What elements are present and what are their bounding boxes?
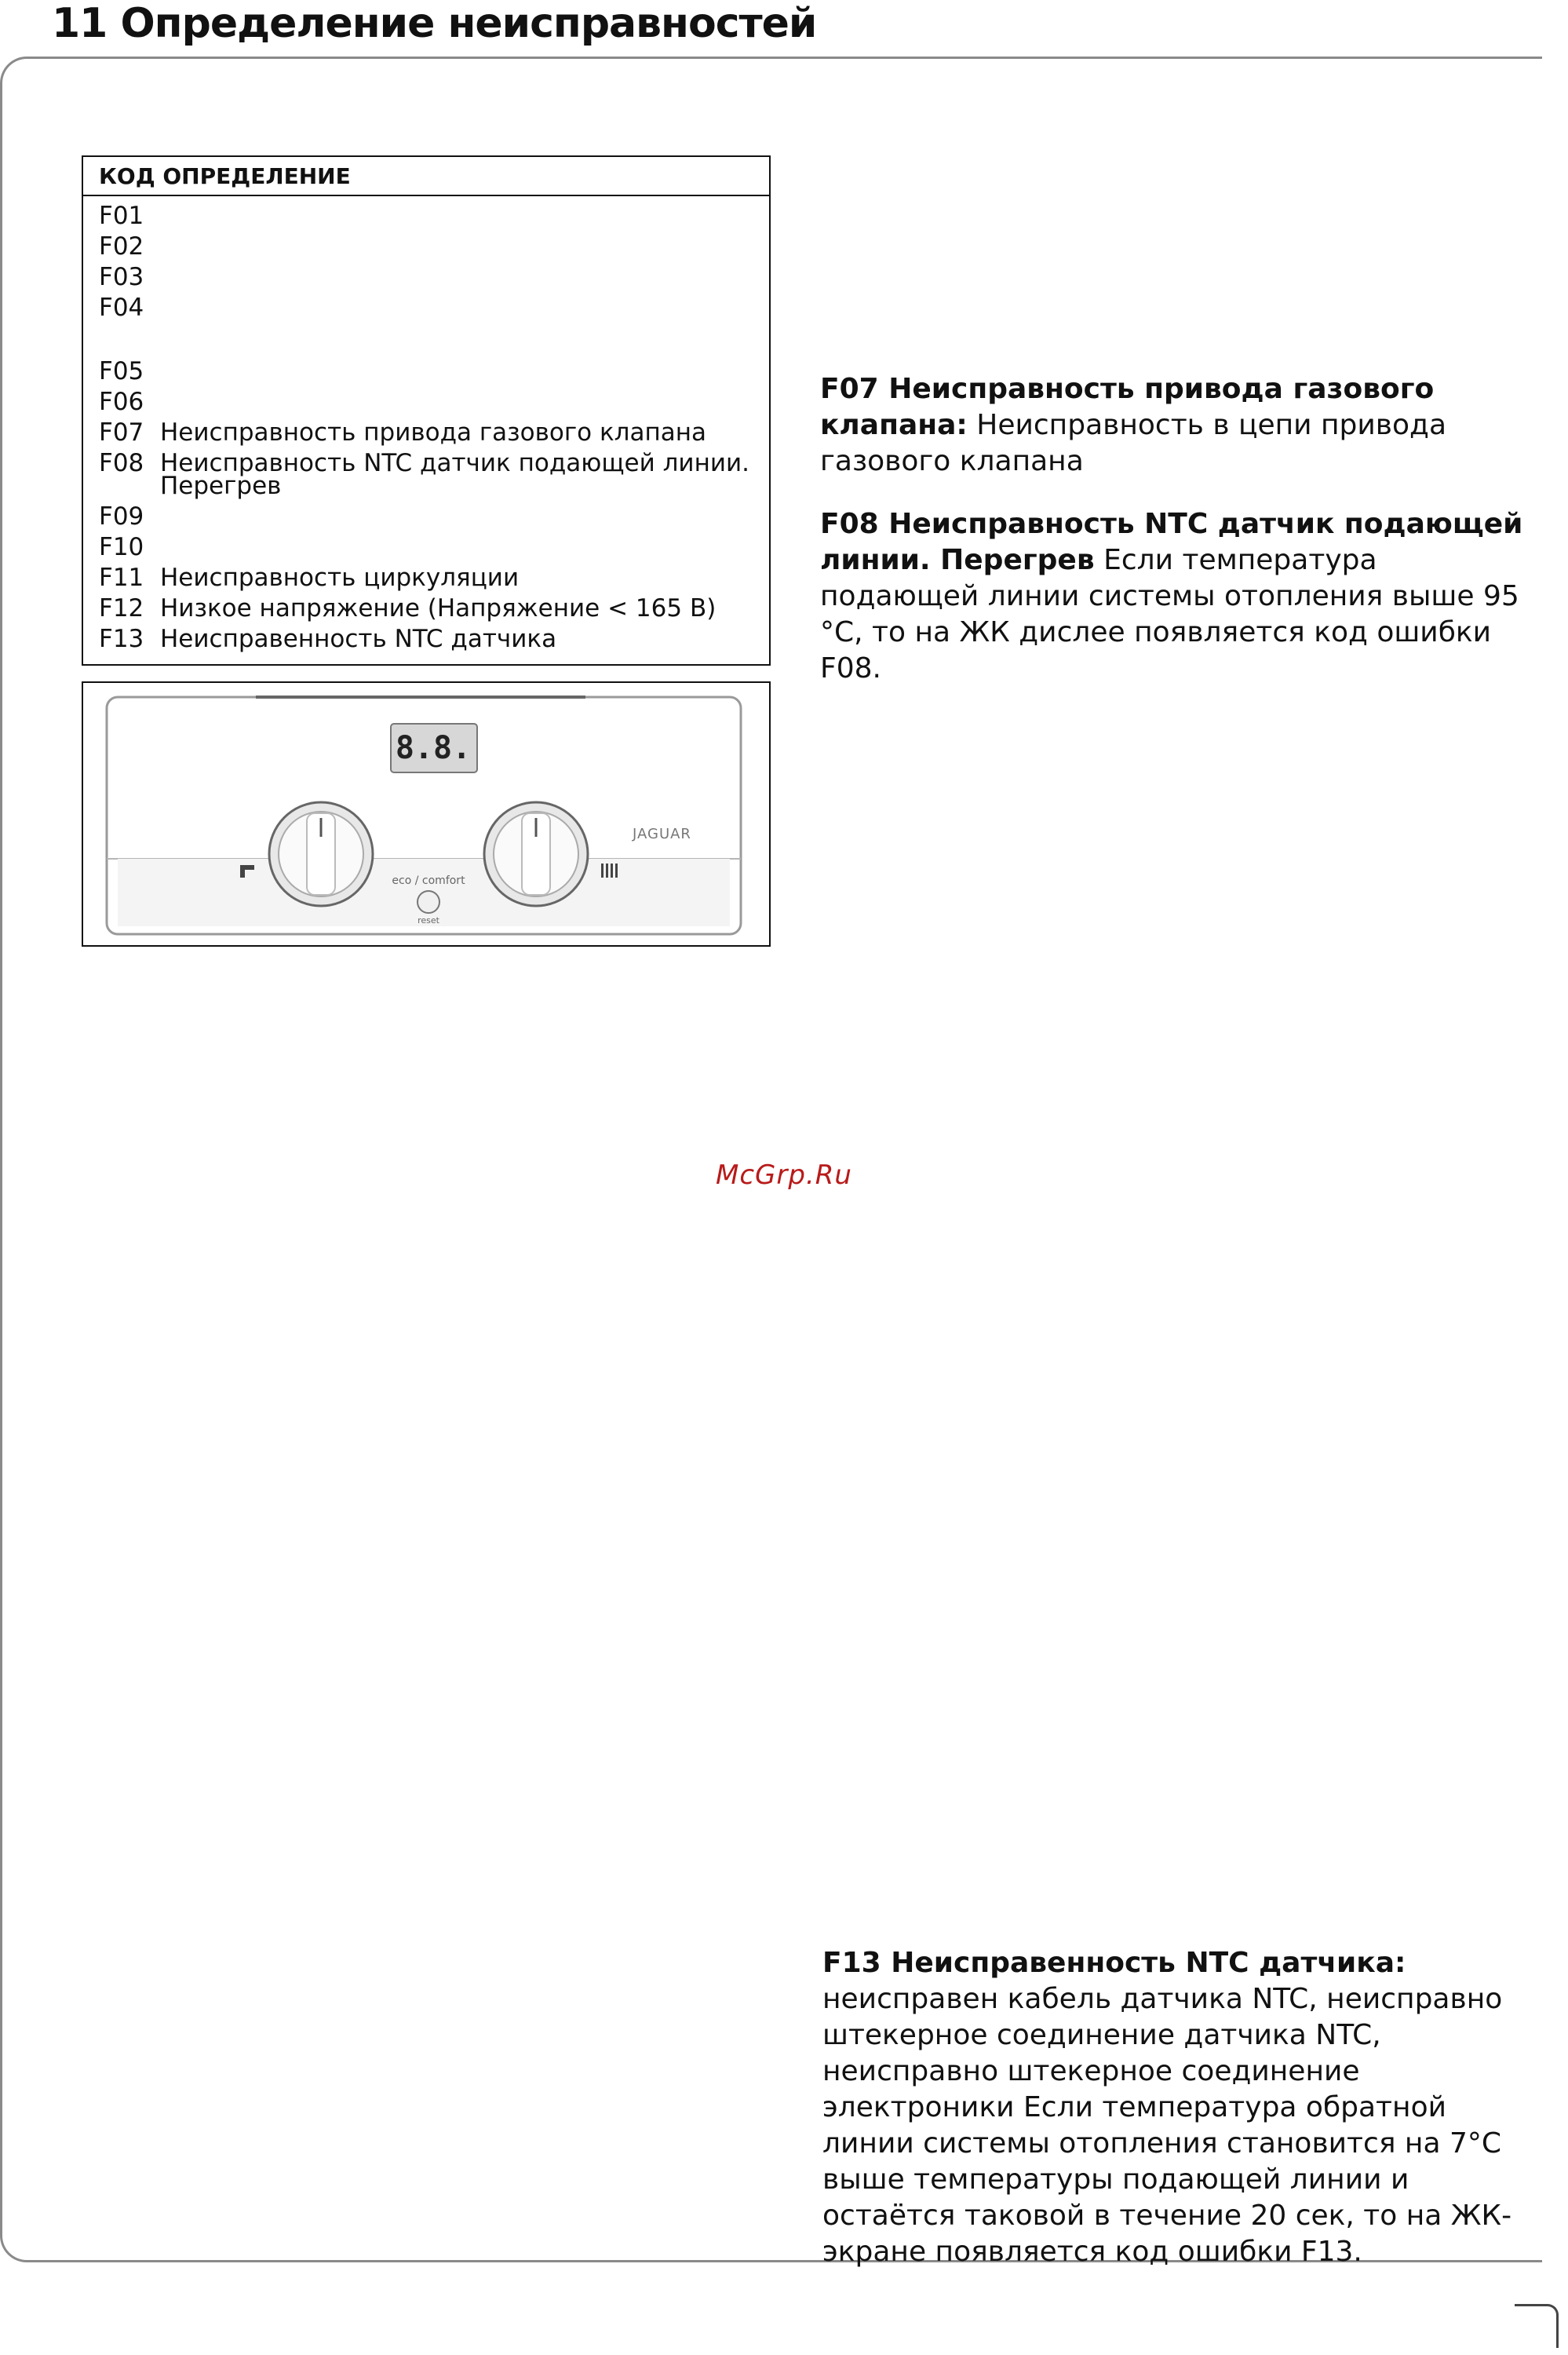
row-definition: Неисправенность NTC датчика xyxy=(160,625,557,653)
row-definition xyxy=(160,387,769,418)
f07-description xyxy=(820,371,1495,480)
table-row xyxy=(99,293,769,323)
row-definition: Неисправность NTC датчик подающей линии. xyxy=(160,449,749,477)
f08-heading: F08 Неисправность NTC датчик подающей линии. Перегрев xyxy=(820,508,1523,576)
row-code: F05 xyxy=(99,357,144,385)
table-row xyxy=(99,563,769,593)
page-title: 11 Определение неисправностей xyxy=(52,0,817,47)
row-definition xyxy=(160,356,769,387)
table-row xyxy=(99,387,769,418)
lcd-digits: 8.8. xyxy=(395,730,472,766)
table-row xyxy=(99,472,769,502)
reset-label: reset xyxy=(418,915,439,926)
f07-heading: F07 Неисправность привода газового клапана: xyxy=(820,373,1435,441)
row-code: F03 xyxy=(99,263,144,291)
row-code: F13 xyxy=(99,625,144,653)
page-tab xyxy=(1515,2304,1559,2348)
table-row xyxy=(99,593,769,624)
row-code: F06 xyxy=(99,388,144,416)
table-header: КОД ОПРЕДЕЛЕНИЕ xyxy=(83,157,769,196)
dhw-knob[interactable] xyxy=(269,802,373,906)
table-row xyxy=(99,532,769,563)
f08-text: Если температура подающей линии системы отопления выше 95 °С, то на ЖК дислее появляется код ошибки F08. xyxy=(820,544,1519,685)
f13-heading: F13 Неисправенность NTC датчика: xyxy=(822,1947,1406,1979)
eco-comfort-label: eco / comfort xyxy=(392,874,465,887)
table-row xyxy=(99,356,769,387)
boiler-panel-drawing xyxy=(83,683,769,945)
watermark: McGrp.Ru xyxy=(716,1159,852,1191)
row-code: F07 xyxy=(99,418,144,447)
table-body xyxy=(83,196,769,655)
row-definition: Низкое напряжение (Напряжение < 165 В) xyxy=(160,594,717,623)
f13-text: неисправен кабель датчика NTC, неисправно штекерное соединение датчика NTC, неисправно штекерное соединение электроники Если температура обратной линии системы отопления становится на 7°С выше температуры подающей линии и остаётся таковой в течение 20 сек, то на ЖК-экране появляется код ошибки F13. xyxy=(822,1983,1512,2268)
row-code: F02 xyxy=(99,232,144,261)
table-row xyxy=(99,262,769,293)
table-row xyxy=(99,418,769,448)
row-definition: Неисправность привода газового клапана xyxy=(160,418,707,447)
row-code: F08 xyxy=(99,449,144,477)
row-code: F10 xyxy=(99,533,144,561)
table-row xyxy=(99,201,769,232)
f13-description xyxy=(822,1945,1513,2270)
boiler-panel-illustration xyxy=(82,681,771,947)
row-code: F09 xyxy=(99,502,144,531)
table-row xyxy=(99,624,769,655)
brand-logo: JAGUAR xyxy=(633,826,691,842)
row-code: F12 xyxy=(99,594,144,623)
reset-button[interactable] xyxy=(418,891,439,913)
row-definition: Неисправность циркуляции xyxy=(160,564,520,592)
row-definition xyxy=(160,262,769,293)
table-row xyxy=(99,232,769,262)
row-definition xyxy=(160,532,769,563)
f08-description xyxy=(820,506,1526,687)
row-code: F01 xyxy=(99,202,144,230)
row-definition xyxy=(160,502,769,532)
row-definition xyxy=(160,293,769,323)
row-definition: Перегрев xyxy=(160,472,282,500)
error-code-table xyxy=(82,155,771,666)
row-code xyxy=(99,479,160,502)
row-definition xyxy=(160,201,769,232)
row-definition xyxy=(160,232,769,262)
table-row xyxy=(99,502,769,532)
heating-knob[interactable] xyxy=(484,802,588,906)
lcd-display xyxy=(391,724,477,772)
row-code: F11 xyxy=(99,564,144,592)
row-code: F04 xyxy=(99,294,144,322)
f07-text: Неисправность в цепи привода газового клапана xyxy=(820,409,1446,477)
